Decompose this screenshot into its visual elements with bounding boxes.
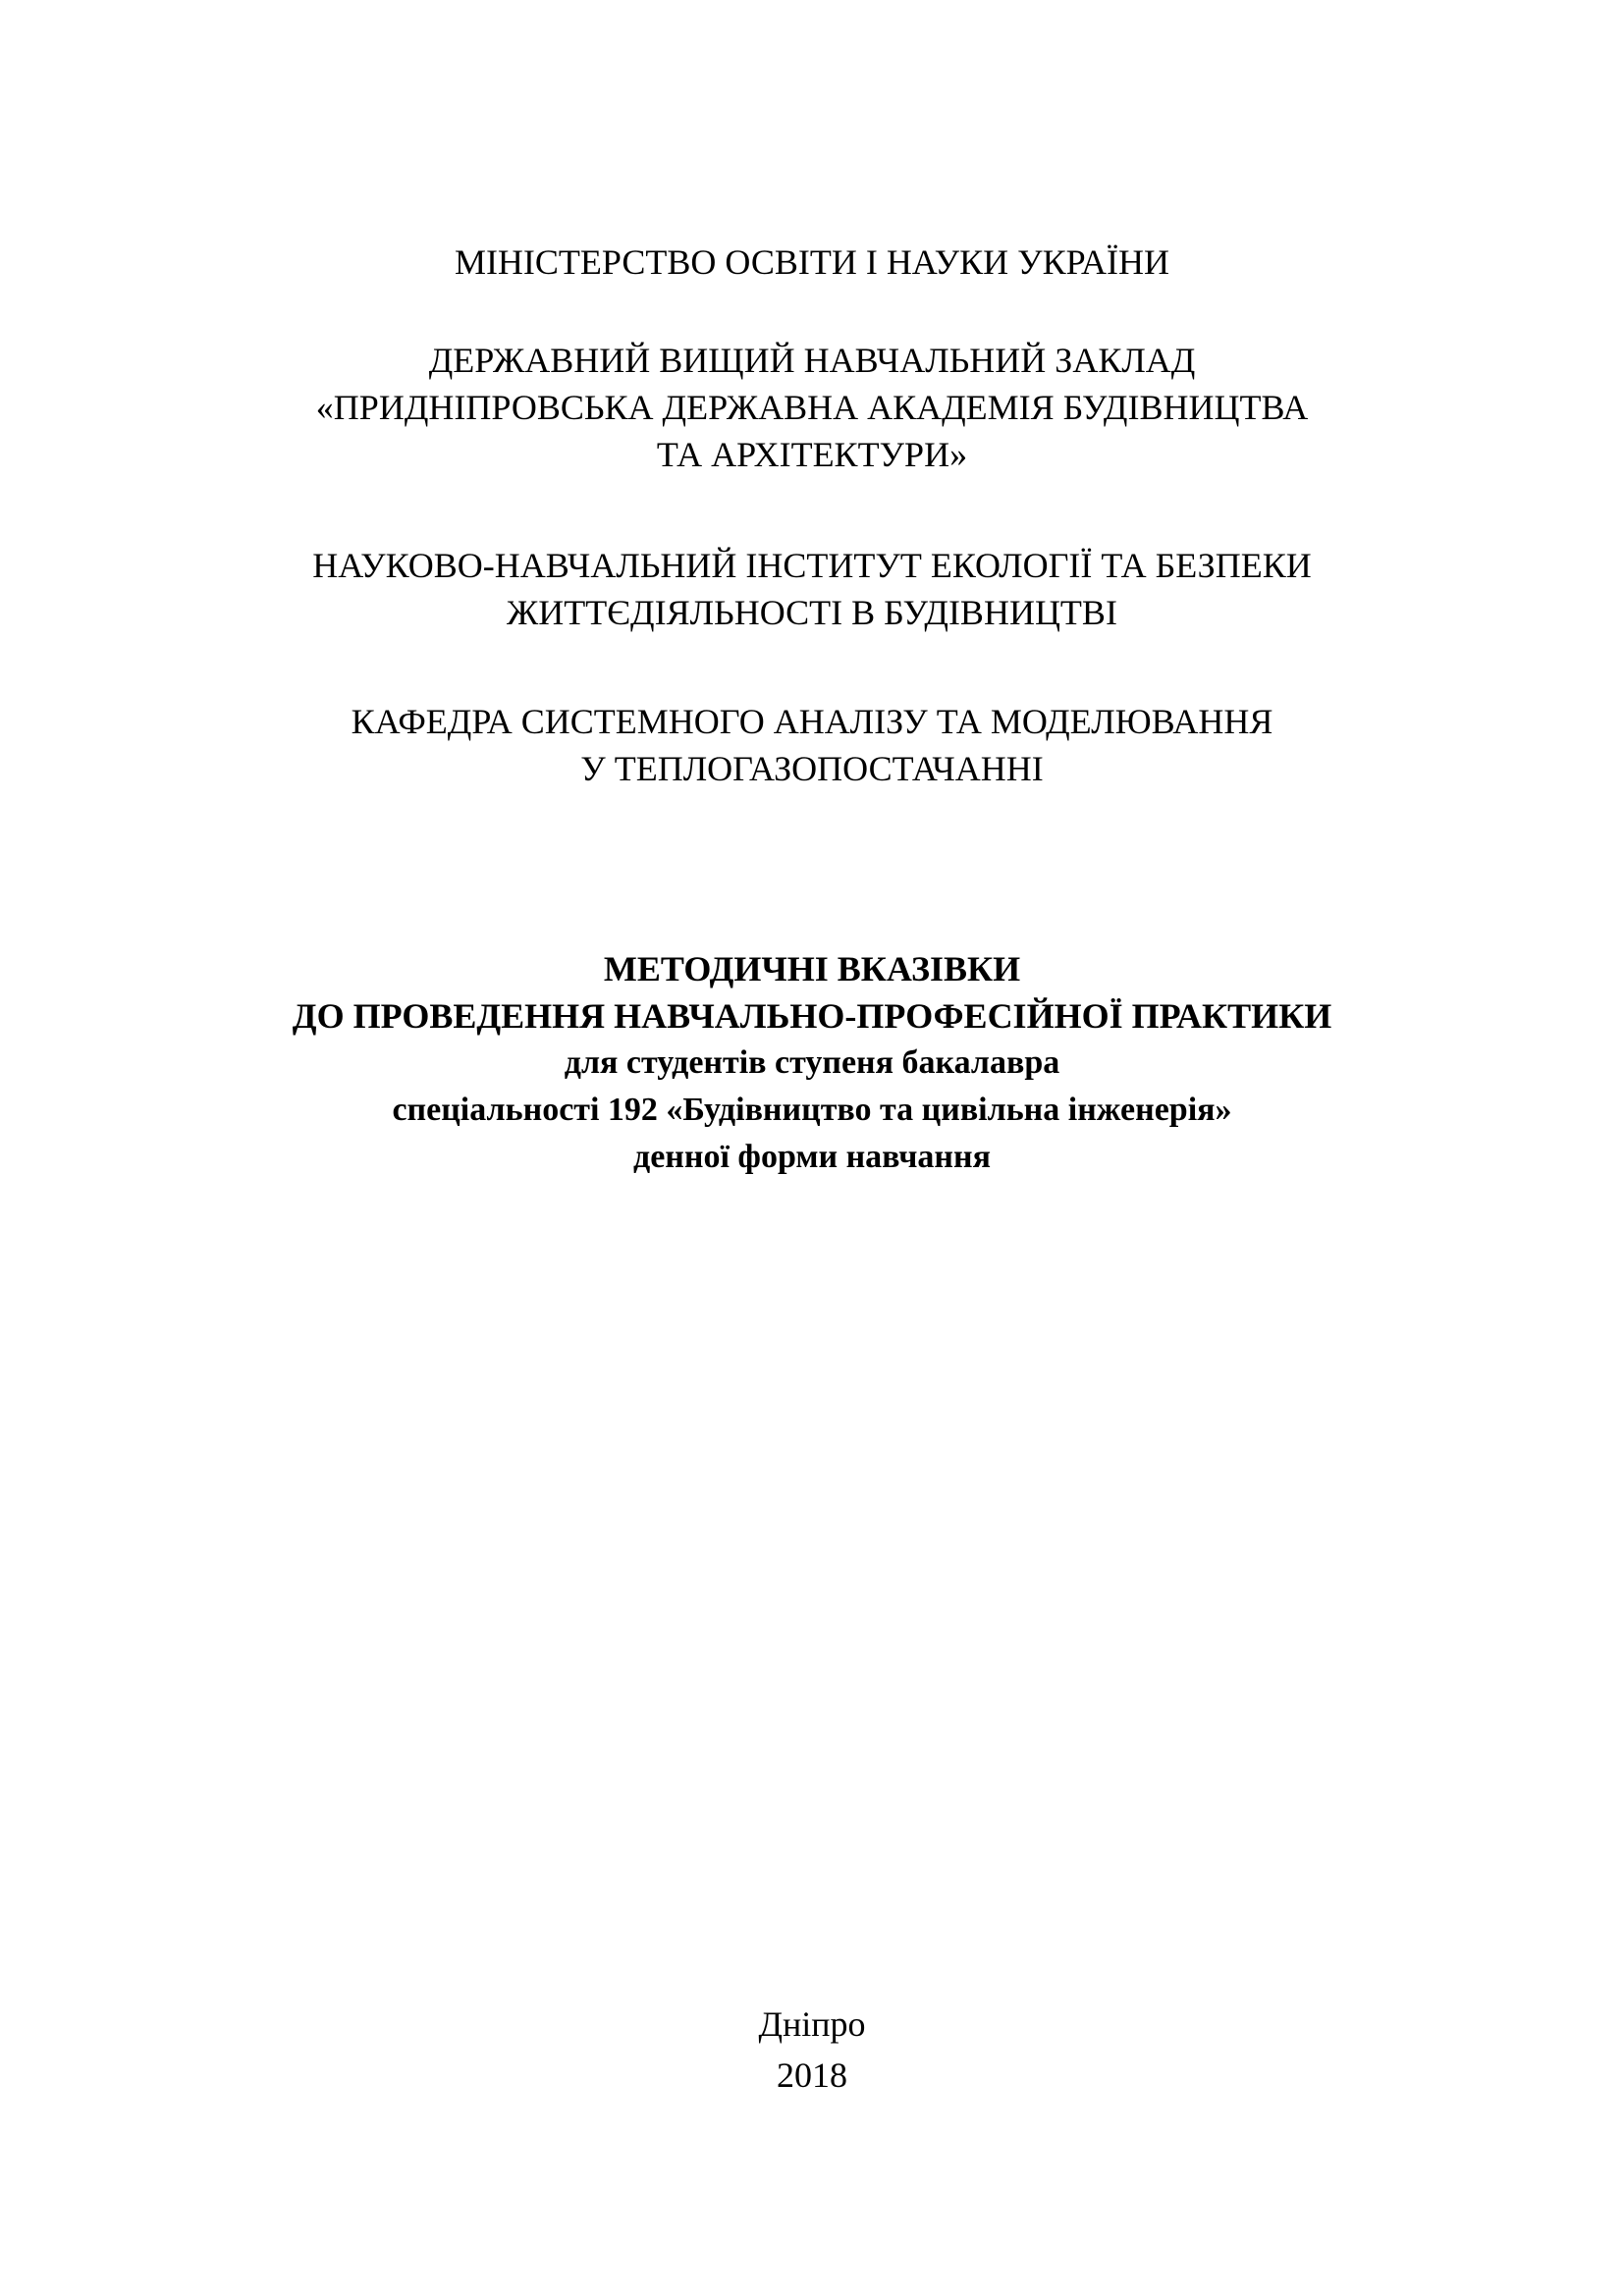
department-line-2: У ТЕПЛОГАЗОПОСТАЧАННІ xyxy=(580,749,1044,788)
document-subtitle-line-1: для студентів ступеня бакалавра xyxy=(564,1044,1060,1081)
department-heading xyxy=(0,698,1624,792)
document-title-block xyxy=(0,945,1624,1181)
institution-line-2: «ПРИДНІПРОВСЬКА ДЕРЖАВНА АКАДЕМІЯ БУДІВНИЦТВА xyxy=(315,388,1309,427)
ministry-heading xyxy=(0,239,1624,286)
year: 2018 xyxy=(777,2056,847,2095)
ministry-line: МІНІСТЕРСТВО ОСВІТИ І НАУКИ УКРАЇНИ xyxy=(454,242,1170,282)
document-subtitle-line-2: спеціальності 192 «Будівництво та цивільна інженерія» xyxy=(392,1092,1232,1128)
city: Дніпро xyxy=(758,2004,866,2044)
place-and-year xyxy=(0,1999,1624,2101)
institute-line-1: НАУКОВО-НАВЧАЛЬНИЙ ІНСТИТУТ ЕКОЛОГІЇ ТА БЕЗПЕКИ xyxy=(312,546,1312,585)
document-title-line-2: ДО ПРОВЕДЕННЯ НАВЧАЛЬНО-ПРОФЕСІЙНОЇ ПРАКТИКИ xyxy=(292,996,1332,1036)
institute-heading xyxy=(0,542,1624,636)
document-title-line-1: МЕТОДИЧНІ ВКАЗІВКИ xyxy=(603,949,1021,988)
department-line-1: КАФЕДРА СИСТЕМНОГО АНАЛІЗУ ТА МОДЕЛЮВАННЯ xyxy=(351,702,1273,741)
institution-heading xyxy=(0,337,1624,478)
institution-line-1: ДЕРЖАВНИЙ ВИЩИЙ НАВЧАЛЬНИЙ ЗАКЛАД xyxy=(428,341,1196,380)
institute-line-2: ЖИТТЄДІЯЛЬНОСТІ В БУДІВНИЦТВІ xyxy=(507,593,1117,632)
institution-line-3: ТА АРХІТЕКТУРИ» xyxy=(656,435,968,474)
document-subtitle-line-3: денної форми навчання xyxy=(633,1139,991,1175)
